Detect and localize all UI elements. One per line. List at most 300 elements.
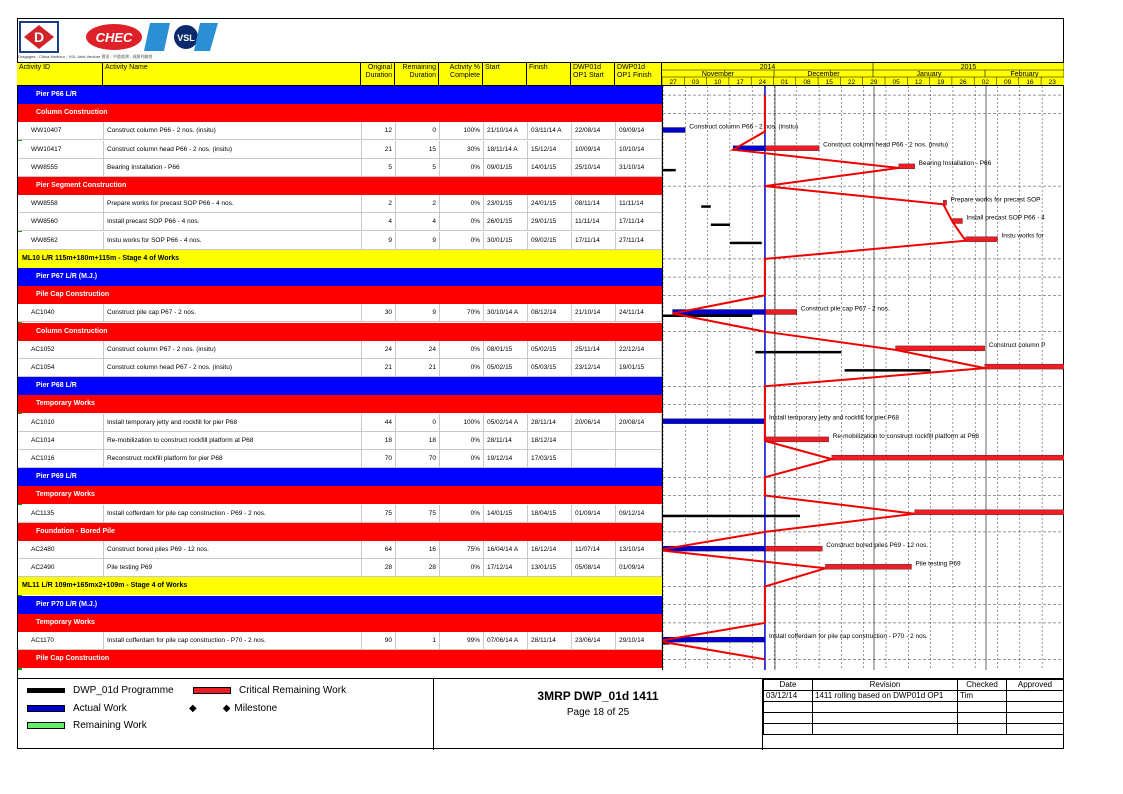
col-finish[interactable]: Finish	[527, 63, 571, 85]
month-label: December	[807, 71, 840, 78]
legend-programme	[27, 685, 174, 696]
cell-activity-name: Construct pile cap P67 - 2 nos.	[104, 304, 362, 322]
cell-original-duration: 30	[362, 304, 396, 322]
cell-activity-pct: 0%	[440, 195, 484, 213]
cell-activity-name: Pile testing P69	[104, 559, 362, 577]
wbs-band[interactable]	[18, 104, 662, 122]
month-label: January	[916, 71, 942, 78]
table-row[interactable]	[18, 432, 662, 450]
milestone-diamond-icon: ◆	[189, 703, 197, 714]
year-label: 2015	[960, 64, 977, 71]
cell-activity-pct: 99%	[440, 632, 484, 650]
wbs-band[interactable]	[18, 377, 662, 395]
cell-activity-pct: 0%	[440, 559, 484, 577]
col-start[interactable]: Start	[483, 63, 527, 85]
cell-dwp-start: 01/09/14	[572, 505, 616, 523]
critical-bar[interactable]	[765, 146, 819, 151]
cell-activity-id: AC1135	[28, 505, 104, 523]
table-row[interactable]	[18, 450, 662, 468]
wbs-label: ML10 L/R 115m+180m+115m - Stage 4 of Works	[22, 254, 180, 262]
activity-table	[18, 86, 662, 670]
wbs-label: Pile Cap Construction	[36, 655, 110, 663]
cell-activity-id: AC1016	[28, 450, 104, 468]
cell-original-duration: 28	[362, 559, 396, 577]
cell-activity-name: Install cofferdam for pile cap construction - P69 - 2 nos.	[104, 505, 362, 523]
col-remaining-duration[interactable]: Remaining Duration	[395, 63, 439, 85]
cell-dwp-start: 25/11/14	[572, 341, 616, 359]
cell-dwp-finish: 29/10/14	[616, 632, 662, 650]
table-row[interactable]	[18, 359, 662, 377]
cell-remaining-duration: 9	[396, 304, 440, 322]
critical-bar[interactable]	[832, 455, 1064, 460]
legend-actual-label: Actual Work	[73, 703, 127, 714]
cell-remaining-duration: 4	[396, 213, 440, 231]
vsl-logo	[144, 23, 170, 51]
timescale	[662, 63, 1064, 85]
cell-dwp-start: 22/08/14	[572, 122, 616, 140]
cell-activity-pct: 100%	[440, 414, 484, 432]
cell-activity-id: AC2490	[28, 559, 104, 577]
wbs-label: Temporary Works	[36, 618, 95, 626]
cell-original-duration: 12	[362, 122, 396, 140]
cell-dwp-finish: 09/09/14	[616, 122, 662, 140]
cell-dwp-finish: 17/11/14	[616, 213, 662, 231]
col-original-duration[interactable]: Original Duration	[361, 63, 395, 85]
table-row[interactable]	[18, 232, 662, 250]
cell-finish: 05/02/15	[528, 341, 572, 359]
company-logos	[18, 19, 218, 55]
table-row[interactable]	[18, 414, 662, 432]
gantt-bar-label: Bearing Installation - P66	[918, 159, 992, 167]
rev-empty-cell	[764, 702, 813, 713]
rev-empty-cell	[764, 724, 813, 735]
gantt-bar-label: Instu works for	[1001, 232, 1044, 240]
company-tagline: Dragages - China Harbour - VSL Joint Venture 寶嘉 - 中港港灣 - 威勝利聯營	[18, 54, 153, 59]
table-row[interactable]	[18, 559, 662, 577]
cell-remaining-duration: 75	[396, 505, 440, 523]
wbs-band[interactable]	[18, 395, 662, 413]
table-row[interactable]	[18, 304, 662, 322]
stage-band[interactable]	[18, 250, 662, 268]
cell-dwp-start: 20/06/14	[572, 414, 616, 432]
week-label: 19	[937, 79, 945, 85]
gantt-chart	[662, 86, 1064, 670]
cell-start: 07/06/14 A	[484, 632, 528, 650]
baseline-bar[interactable]	[711, 224, 730, 227]
cell-activity-name: Construct column P67 - 2 nos. (insitu)	[104, 341, 362, 359]
critical-bar[interactable]	[765, 437, 829, 442]
rev-header-date: Date	[764, 680, 813, 691]
gantt-bar-label: Construct column P	[988, 341, 1046, 349]
cell-remaining-duration: 1	[396, 632, 440, 650]
cell-finish: 15/12/14	[528, 141, 572, 159]
cell-activity-id: AC1010	[28, 414, 104, 432]
cell-dwp-finish: 09/12/14	[616, 505, 662, 523]
cell-start: 05/02/14 A	[484, 414, 528, 432]
rev-description: 1411 rolling based on DWP01d OP1	[813, 691, 958, 702]
cell-activity-pct: 30%	[440, 141, 484, 159]
cell-activity-id: AC1170	[28, 632, 104, 650]
legend-critical-label: Critical Remaining Work	[239, 685, 347, 696]
cell-activity-name: Re-mobilization to construct rockfill platform at P68	[104, 432, 362, 450]
svg-text:CHEC: CHEC	[95, 30, 133, 45]
cell-finish: 18/04/15	[528, 505, 572, 523]
milestone-diamond-icon-2: ◆	[222, 703, 231, 714]
cell-start: 17/12/14	[484, 559, 528, 577]
rev-empty-cell	[813, 724, 958, 735]
cell-dwp-finish: 11/11/14	[616, 195, 662, 213]
wbs-band[interactable]	[18, 286, 662, 304]
revision-block	[763, 679, 1064, 750]
cell-remaining-duration: 70	[396, 450, 440, 468]
wbs-band[interactable]	[18, 523, 662, 541]
cell-dwp-start: 17/11/14	[572, 232, 616, 250]
rev-header-revision: Revision	[813, 680, 958, 691]
rev-empty-cell	[1007, 724, 1064, 735]
gantt-bar-label: Pile testing P69	[915, 560, 961, 568]
baseline-bar[interactable]	[701, 205, 711, 208]
week-label: 09	[1004, 79, 1012, 85]
cell-start: 23/01/15	[484, 195, 528, 213]
month-label: November	[701, 71, 735, 78]
gantt-bar-label: Install cofferdam for pile cap construction - P70 - 2 nos.	[768, 633, 928, 641]
progress-line	[663, 95, 985, 659]
wbs-label: Pier P70 L/R (M.J.)	[36, 600, 98, 608]
cell-activity-name: Construct column head P67 - 2 nos. (insitu)	[104, 359, 362, 377]
cell-activity-name: Install temporary jetty and rockfill for pier P68	[104, 414, 362, 432]
cell-activity-id: AC1054	[28, 359, 104, 377]
footer	[17, 678, 1064, 749]
wbs-label: ML11 L/R 109m+165mx2+109m - Stage 4 of Works	[22, 582, 188, 590]
rev-empty-cell	[813, 713, 958, 724]
cell-activity-name: Install cofferdam for pile cap construction - P70 - 2 nos.	[104, 632, 362, 650]
cell-activity-id: WW8562	[28, 232, 104, 250]
cell-finish: 17/03/15	[528, 450, 572, 468]
cell-dwp-finish: 19/01/15	[616, 359, 662, 377]
cell-activity-pct: 0%	[440, 213, 484, 231]
week-label: 03	[691, 79, 700, 85]
cell-activity-name: Construct column head P66 - 2 nos. (insitu)	[104, 141, 362, 159]
cell-start: 09/01/15	[484, 159, 528, 177]
week-label: 22	[847, 79, 856, 85]
week-label: 08	[803, 79, 811, 85]
critical-bar[interactable]	[966, 237, 998, 242]
table-row[interactable]	[18, 505, 662, 523]
cell-activity-pct: 0%	[440, 341, 484, 359]
rev-header-checked: Checked	[958, 680, 1007, 691]
legend-milestone-label: Milestone	[234, 703, 278, 714]
cell-remaining-duration: 24	[396, 341, 440, 359]
cell-finish: 18/12/14	[528, 432, 572, 450]
week-label: 17	[736, 79, 744, 85]
week-label: 15	[825, 79, 833, 85]
week-label: 29	[870, 79, 878, 85]
week-label: 27	[669, 79, 677, 85]
critical-bar[interactable]	[953, 219, 963, 224]
legend-critical-swatch	[193, 687, 231, 694]
rev-empty-cell	[958, 702, 1007, 713]
cell-activity-name: Instu works for SOP P66 - 4 nos.	[104, 232, 362, 250]
cell-dwp-finish: 31/10/14	[616, 159, 662, 177]
baseline-bar[interactable]	[755, 351, 841, 354]
cell-finish: 28/11/14	[528, 632, 572, 650]
cell-start: 30/10/14 A	[484, 304, 528, 322]
col-activity-id[interactable]: Activity ID	[17, 63, 103, 85]
cell-activity-pct: 0%	[440, 505, 484, 523]
table-row[interactable]	[18, 341, 662, 359]
wbs-label: Pier P69 L/R	[36, 473, 77, 481]
cell-remaining-duration: 5	[396, 159, 440, 177]
gantt-bar-label: Prepare works for precast SOP	[950, 196, 1041, 204]
cell-dwp-finish: 27/11/14	[616, 232, 662, 250]
cell-dwp-start	[572, 450, 616, 468]
week-label: 26	[959, 79, 967, 85]
cell-activity-name: Construct bored piles P69 - 12 nos.	[104, 541, 362, 559]
cell-start: 19/12/14	[484, 450, 528, 468]
cell-finish: 14/01/15	[528, 159, 572, 177]
legend-actual-swatch	[27, 705, 65, 712]
wbs-label: Pier P68 L/R	[36, 382, 77, 390]
week-label: 02	[981, 79, 989, 85]
critical-bar[interactable]	[985, 364, 1064, 369]
wbs-label: Temporary Works	[36, 400, 95, 408]
cell-activity-pct: 75%	[440, 541, 484, 559]
wbs-band[interactable]	[18, 614, 662, 632]
cell-dwp-finish: 13/10/14	[616, 541, 662, 559]
gantt-canvas	[663, 86, 1064, 670]
col-activity-name[interactable]: Activity Name	[103, 63, 361, 85]
rev-empty-cell	[958, 724, 1007, 735]
cell-dwp-start: 25/10/14	[572, 159, 616, 177]
rev-date: 03/12/14	[764, 691, 813, 702]
table-row[interactable]	[18, 141, 662, 159]
wbs-band[interactable]	[18, 486, 662, 504]
cell-activity-name: Install precast SOP P66 - 4 nos.	[104, 213, 362, 231]
cell-dwp-start: 23/12/14	[572, 359, 616, 377]
cell-original-duration: 18	[362, 432, 396, 450]
table-row[interactable]	[18, 541, 662, 559]
baseline-bar[interactable]	[663, 169, 676, 172]
cell-start: 28/11/14	[484, 432, 528, 450]
legend-milestone	[189, 703, 277, 714]
cell-activity-name: Reconstruct rockfill platform for pier P68	[104, 450, 362, 468]
table-row[interactable]	[18, 195, 662, 213]
gantt-bar-label: Construct pile cap P67 - 2 nos.	[800, 305, 890, 313]
cell-original-duration: 44	[362, 414, 396, 432]
cell-remaining-duration: 9	[396, 232, 440, 250]
cell-activity-id: WW8558	[28, 195, 104, 213]
month-label: February	[1010, 71, 1039, 78]
gantt-bar-label: Construct column P66 - 2 nos. (insitu)	[689, 123, 799, 131]
cell-activity-pct: 0%	[440, 432, 484, 450]
wbs-label: Pier P66 L/R	[36, 91, 77, 98]
cell-finish: 09/02/15	[528, 232, 572, 250]
rev-checked: Tim	[958, 691, 1007, 702]
cell-original-duration: 2	[362, 195, 396, 213]
legend-programme-swatch	[27, 688, 65, 693]
cell-original-duration: 64	[362, 541, 396, 559]
cell-start: 05/02/15	[484, 359, 528, 377]
cell-start: 14/01/15	[484, 505, 528, 523]
cell-activity-id: WW10407	[28, 122, 104, 140]
table-row[interactable]	[18, 159, 662, 177]
gantt-bar-label: Install temporary jetty and rockfill for pier P68	[768, 414, 900, 422]
week-label: 24	[758, 79, 766, 85]
cell-activity-id: WW8560	[28, 213, 104, 231]
cell-dwp-finish: 01/09/14	[616, 559, 662, 577]
cell-original-duration: 90	[362, 632, 396, 650]
actual-bar[interactable]	[663, 128, 685, 133]
week-label: 23	[1048, 79, 1056, 85]
col-dwp-start[interactable]: DWP01d OP1 Start	[571, 63, 615, 85]
cell-dwp-finish: 20/08/14	[616, 414, 662, 432]
week-label: 16	[1026, 79, 1034, 85]
wbs-label: Pier Segment Construction	[36, 182, 127, 189]
cell-activity-pct: 0%	[440, 159, 484, 177]
wbs-band[interactable]	[18, 323, 662, 341]
gantt-bar-label: Re-mobilization to construct rockfill platform at P68	[832, 432, 979, 440]
cell-original-duration: 75	[362, 505, 396, 523]
cell-activity-pct: 0%	[440, 450, 484, 468]
rev-empty-cell	[958, 713, 1007, 724]
critical-bar[interactable]	[896, 346, 985, 351]
cell-start: 26/01/15	[484, 213, 528, 231]
wbs-band[interactable]	[18, 86, 662, 104]
wbs-label: Column Construction	[36, 327, 108, 335]
wbs-band[interactable]	[18, 468, 662, 486]
cell-finish: 03/11/14 A	[528, 122, 572, 140]
cell-remaining-duration: 28	[396, 559, 440, 577]
wbs-label: Pile Cap Construction	[36, 291, 110, 299]
wbs-band[interactable]	[18, 650, 662, 668]
cell-activity-pct: 100%	[440, 122, 484, 140]
cell-activity-id: AC1040	[28, 304, 104, 322]
week-label: 05	[892, 79, 900, 85]
gantt-bar-label: Construct bored piles P69 - 12 nos.	[826, 542, 929, 550]
cell-activity-pct: 70%	[440, 304, 484, 322]
wbs-band[interactable]	[18, 596, 662, 614]
critical-bar[interactable]	[825, 564, 911, 569]
baseline-bar[interactable]	[730, 242, 762, 245]
cell-remaining-duration: 0	[396, 414, 440, 432]
wbs-label: Foundation - Bored Pile	[36, 527, 115, 535]
rev-header-approved: Approved	[1007, 680, 1064, 691]
cell-original-duration: 21	[362, 141, 396, 159]
wbs-label: Column Construction	[36, 109, 108, 117]
cell-finish: 13/01/15	[528, 559, 572, 577]
cell-original-duration: 21	[362, 359, 396, 377]
cell-activity-id: WW10417	[28, 141, 104, 159]
legend-critical	[193, 685, 346, 696]
legend-remaining-label: Remaining Work	[73, 720, 147, 731]
table-row[interactable]	[18, 632, 662, 650]
legend-remaining-swatch	[27, 722, 65, 729]
drawing-title: 3MRP DWP_01d 1411	[537, 689, 659, 703]
cell-start: 16/04/14 A	[484, 541, 528, 559]
stage-band[interactable]	[18, 577, 662, 595]
cell-activity-id: AC1014	[28, 432, 104, 450]
cell-remaining-duration: 15	[396, 141, 440, 159]
cell-dwp-finish: 22/12/14	[616, 341, 662, 359]
wbs-label: Pier P67 L/R (M.J.)	[36, 273, 98, 280]
title-block	[433, 679, 763, 750]
cell-start: 21/10/14 A	[484, 122, 528, 140]
cell-dwp-start: 21/10/14	[572, 304, 616, 322]
week-label: 12	[914, 79, 923, 85]
legend-remaining	[27, 720, 147, 731]
cell-dwp-finish	[616, 432, 662, 450]
cell-finish: 24/01/15	[528, 195, 572, 213]
timescale-header	[662, 62, 1064, 86]
cell-finish: 28/11/14	[528, 414, 572, 432]
cell-remaining-duration: 2	[396, 195, 440, 213]
critical-bar[interactable]	[765, 546, 822, 551]
col-dwp-finish[interactable]: DWP01d OP1 Finish	[615, 63, 662, 85]
legend-actual	[27, 703, 127, 714]
cell-dwp-start: 23/06/14	[572, 632, 616, 650]
cell-activity-id: AC2480	[28, 541, 104, 559]
cell-original-duration: 4	[362, 213, 396, 231]
rev-empty-cell	[764, 713, 813, 724]
table-row[interactable]	[18, 213, 662, 231]
cell-dwp-start: 05/08/14	[572, 559, 616, 577]
rev-empty-cell	[813, 702, 958, 713]
cell-start: 08/01/15	[484, 341, 528, 359]
cell-activity-name: Bearing Installation - P66	[104, 159, 362, 177]
baseline-bar[interactable]	[663, 515, 800, 518]
cell-finish: 08/12/14	[528, 304, 572, 322]
cell-remaining-duration: 16	[396, 541, 440, 559]
wbs-band[interactable]	[18, 177, 662, 195]
critical-bar[interactable]	[915, 510, 1064, 515]
cell-dwp-start: 11/07/14	[572, 541, 616, 559]
year-label: 2014	[759, 64, 776, 71]
cell-dwp-finish	[616, 450, 662, 468]
baseline-bar[interactable]	[845, 369, 931, 372]
cell-dwp-start: 11/11/14	[572, 213, 616, 231]
table-header	[17, 62, 662, 86]
cell-finish: 16/12/14	[528, 541, 572, 559]
week-label: 01	[781, 79, 789, 85]
critical-bar[interactable]	[899, 164, 915, 169]
cell-start: 18/11/14 A	[484, 141, 528, 159]
col-activity-pct[interactable]: Activity % Complete	[439, 63, 483, 85]
cell-activity-pct: 0%	[440, 359, 484, 377]
gantt-bar-label: Install precast SOP P66 - 4	[966, 214, 1045, 222]
legend-programme-label: DWP_01d Programme	[73, 685, 174, 696]
wbs-band[interactable]	[18, 268, 662, 286]
cell-dwp-start: 10/09/14	[572, 141, 616, 159]
critical-bar[interactable]	[765, 310, 797, 315]
actual-bar[interactable]	[663, 419, 765, 424]
table-row[interactable]	[18, 122, 662, 140]
gantt-bar-label: Construct column head P66 - 2 nos. (insitu)	[823, 141, 949, 149]
rev-empty-cell	[1007, 702, 1064, 713]
cell-original-duration: 5	[362, 159, 396, 177]
svg-text:D: D	[33, 29, 45, 45]
cell-original-duration: 24	[362, 341, 396, 359]
cell-activity-name: Prepare works for precast SOP P66 - 4 nos.	[104, 195, 362, 213]
cell-dwp-finish: 10/10/14	[616, 141, 662, 159]
cell-dwp-start	[572, 432, 616, 450]
rev-empty-cell	[1007, 713, 1064, 724]
cell-original-duration: 9	[362, 232, 396, 250]
cell-finish: 05/03/15	[528, 359, 572, 377]
cell-activity-name: Construct column P66 - 2 nos. (insitu)	[104, 122, 362, 140]
page-number: Page 18 of 25	[566, 707, 630, 718]
cell-remaining-duration: 0	[396, 122, 440, 140]
cell-finish: 29/01/15	[528, 213, 572, 231]
